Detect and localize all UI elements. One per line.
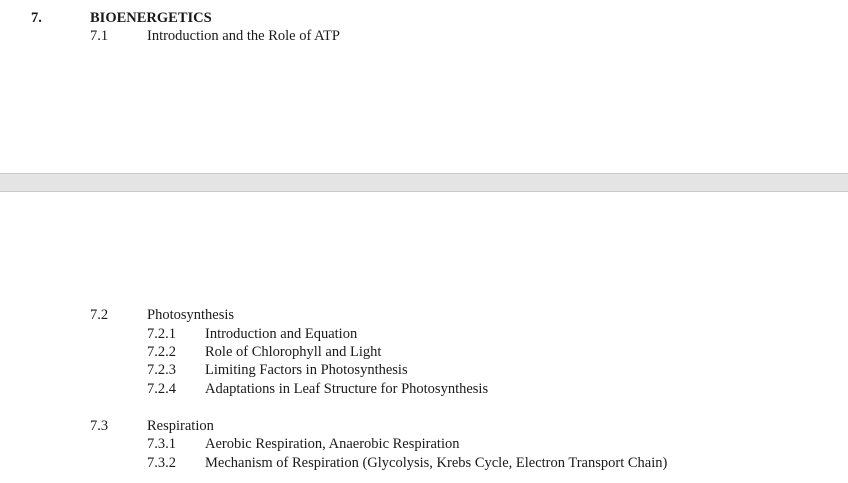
chapter-number: 7. [31,10,42,26]
subsection-number: 7.3.1 [147,436,176,452]
subsection-title: Mechanism of Respiration (Glycolysis, Krebs Cycle, Electron Transport Chain) [205,455,668,471]
subsection-title: Limiting Factors in Photosynthesis [205,362,408,378]
subsection-number: 7.3.2 [147,455,176,471]
subsection-title: Adaptations in Leaf Structure for Photosynthesis [205,381,489,397]
section-number: 7.2 [90,307,109,323]
section-title: Respiration [147,418,214,434]
section-title: Photosynthesis [147,307,235,323]
subsection-title: Introduction and Equation [205,326,358,342]
subsection-number: 7.2.3 [147,362,176,378]
chapter-title: BIOENERGETICS [90,10,212,26]
subsection-number: 7.2.2 [147,344,176,360]
section-number: 7.1 [90,28,109,44]
section-number: 7.3 [90,418,109,434]
document-page-1 [0,0,848,173]
subsection-number: 7.2.4 [147,381,176,397]
document-page-2 [0,192,848,483]
page-break-divider [0,173,848,192]
section-title: Introduction and the Role of ATP [147,28,340,44]
subsection-number: 7.2.1 [147,326,176,342]
subsection-title: Role of Chlorophyll and Light [205,344,382,360]
subsection-title: Aerobic Respiration, Anaerobic Respiration [205,436,460,452]
